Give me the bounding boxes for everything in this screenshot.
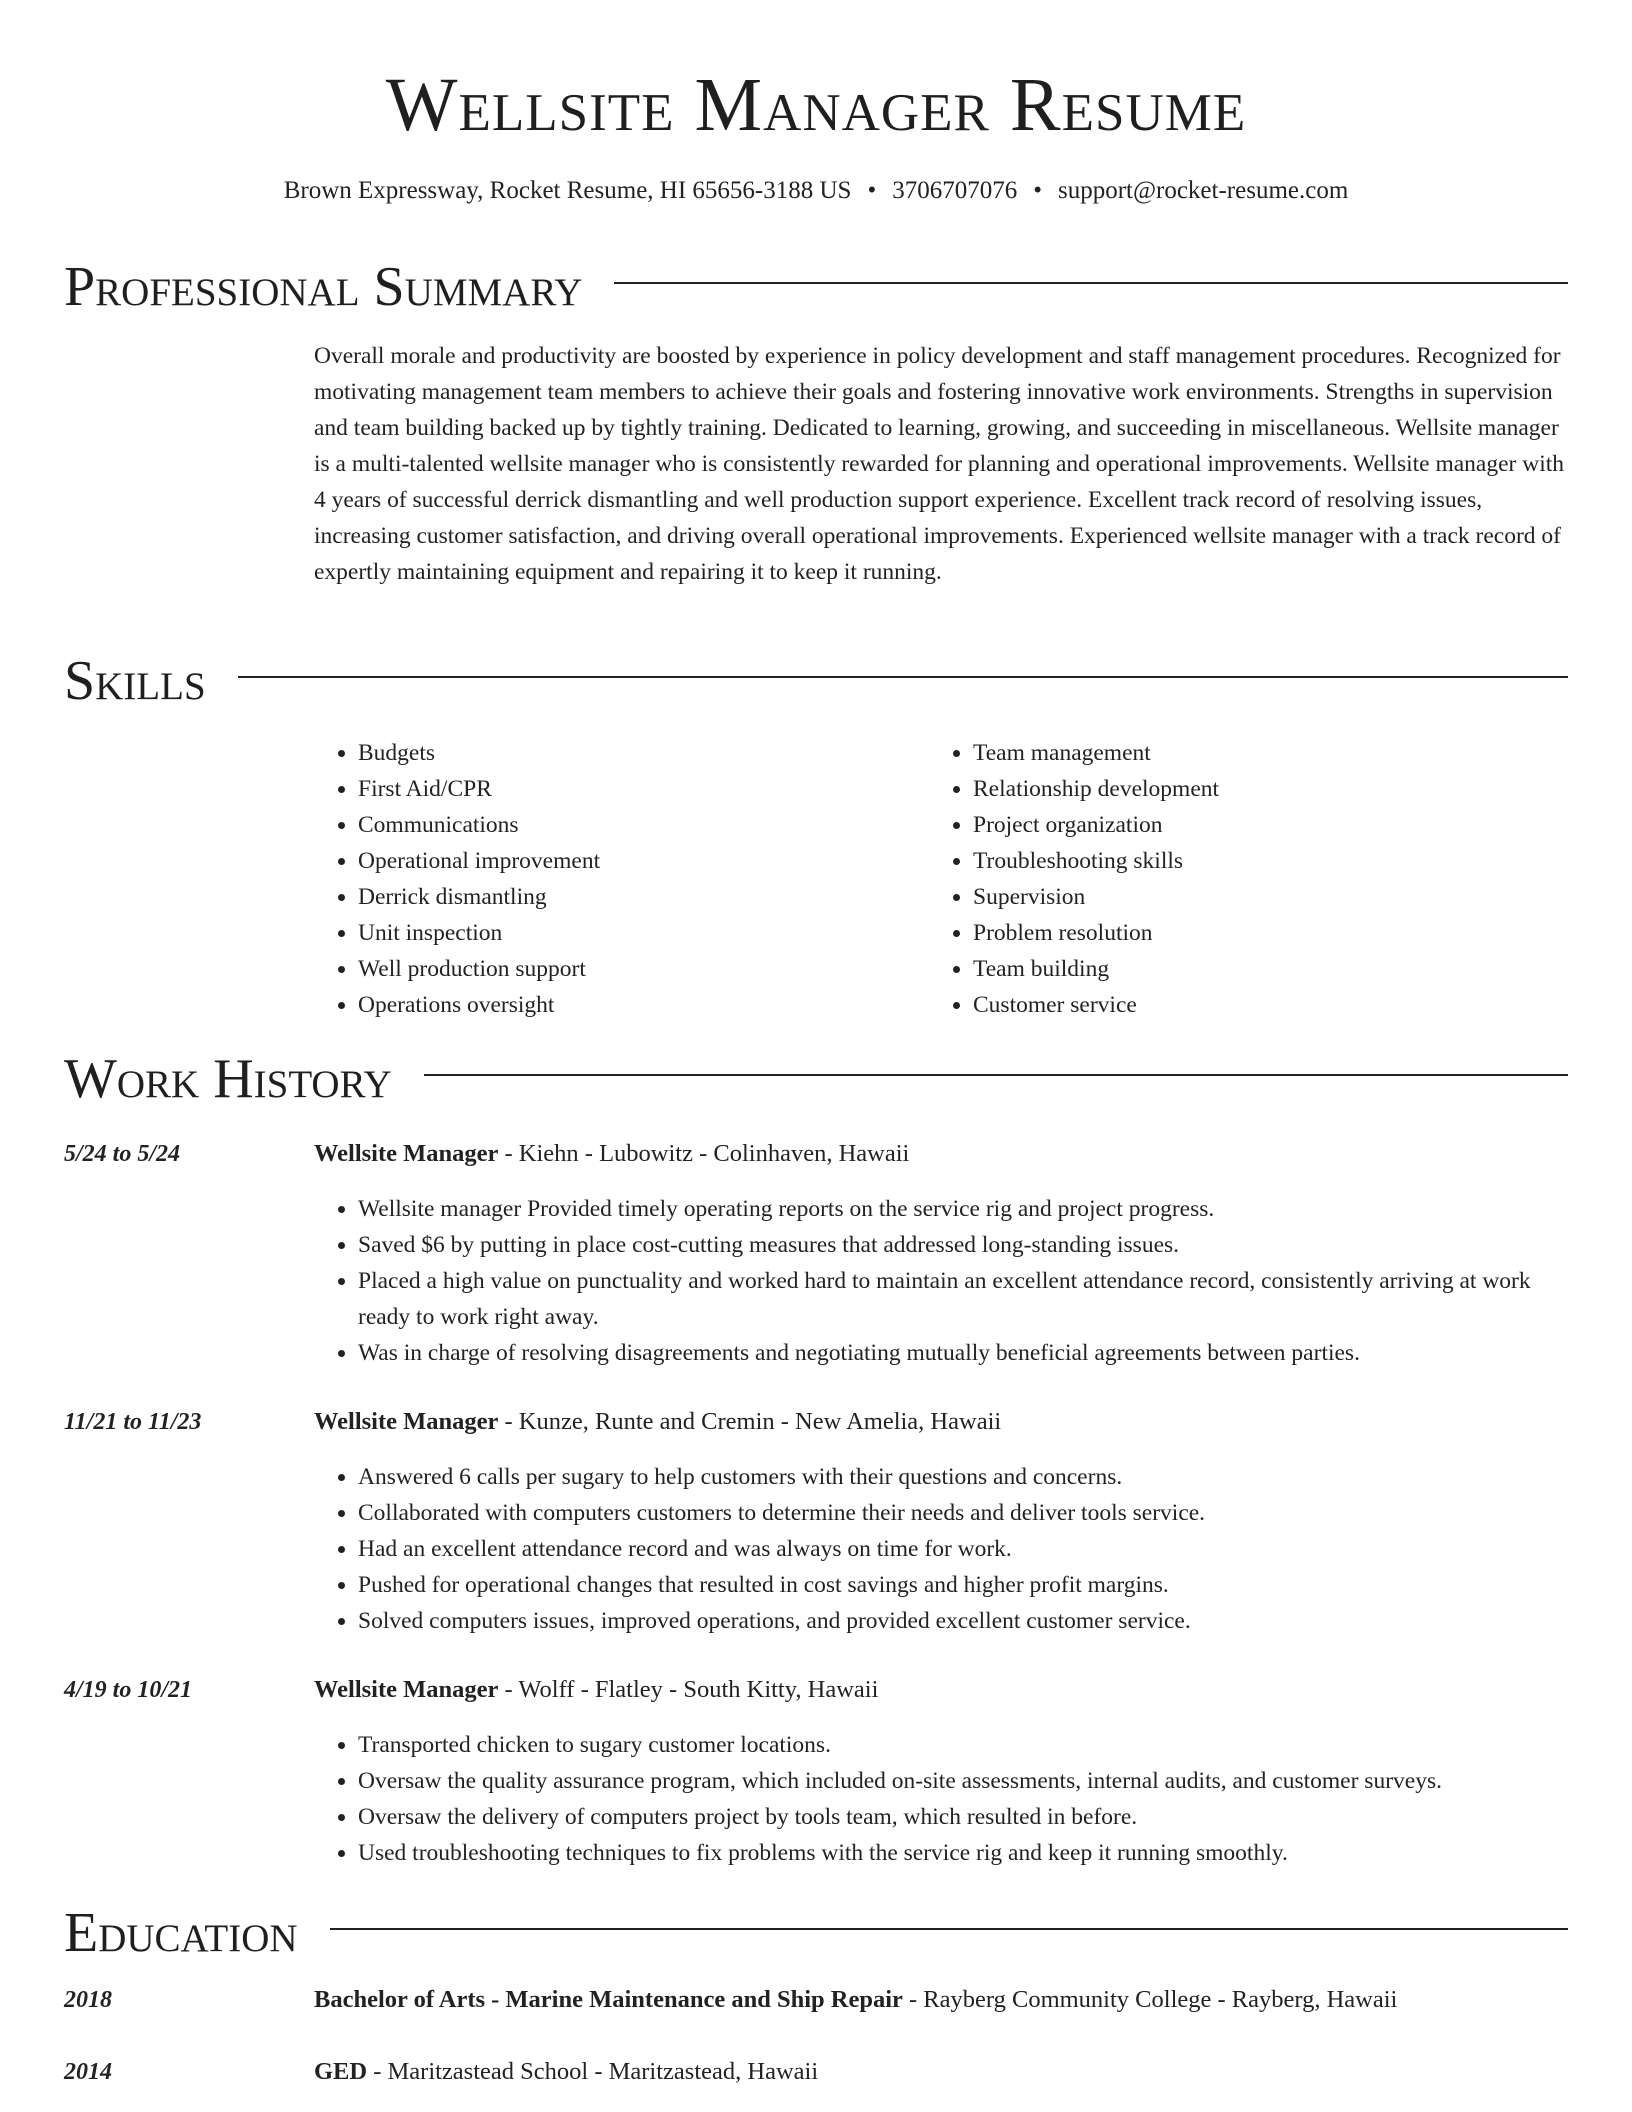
contact-separator: • bbox=[1033, 177, 1042, 204]
education-school: - Rayberg Community College - Rayberg, Hawaii bbox=[902, 1986, 1398, 2013]
job-employer: - Kunze, Runte and Cremin - New Amelia, Hawaii bbox=[498, 1408, 1002, 1435]
job-dates: 4/19 to 10/21 bbox=[64, 1677, 193, 1703]
job-bullet: • Used troubleshooting techniques to fix problems with the service rig and keep it running smoothly. bbox=[358, 1835, 1568, 1871]
skill-item: • Team building bbox=[973, 951, 1219, 987]
skill-item: • Well production support bbox=[358, 951, 600, 987]
job-bullet: • Wellsite manager Provided timely operating reports on the service rig and project progress. bbox=[358, 1191, 1568, 1227]
skill-item: • Derrick dismantling bbox=[358, 879, 600, 915]
job-bullet: • Saved $6 by putting in place cost-cutting measures that addressed long-standing issues. bbox=[358, 1227, 1568, 1263]
section-header-education bbox=[64, 1902, 1568, 1964]
contact-phone: 3706707076 bbox=[892, 177, 1018, 204]
education-entry bbox=[314, 1982, 1397, 2018]
job-title: Wellsite Manager bbox=[314, 1140, 499, 1167]
section-header-summary bbox=[64, 256, 1568, 318]
education-year: 2018 bbox=[64, 1987, 112, 2013]
job-title: Wellsite Manager bbox=[314, 1676, 499, 1703]
skill-item: • Budgets bbox=[358, 735, 600, 771]
job-bullet: • Pushed for operational changes that resulted in cost savings and higher profit margins. bbox=[358, 1567, 1568, 1603]
section-title-summary: Professional Summary bbox=[64, 256, 583, 318]
section-title-skills: Skills bbox=[64, 650, 206, 712]
job-heading bbox=[314, 1404, 1001, 1440]
job-bullet: • Was in charge of resolving disagreements and negotiating mutually beneficial agreements between parties. bbox=[358, 1335, 1568, 1371]
job-employer: - Wolff - Flatley - South Kitty, Hawaii bbox=[498, 1676, 879, 1703]
skill-item: • Team management bbox=[973, 735, 1219, 771]
skill-item: • Operations oversight bbox=[358, 987, 600, 1023]
job-bullet: • Transported chicken to sugary customer locations. bbox=[358, 1727, 1568, 1763]
education-degree: GED bbox=[314, 2058, 368, 2085]
contact-email: support@rocket-resume.com bbox=[1057, 177, 1349, 204]
job-bullet: • Solved computers issues, improved operations, and provided excellent customer service. bbox=[358, 1603, 1568, 1639]
skill-item: • Unit inspection bbox=[358, 915, 600, 951]
section-divider bbox=[330, 1928, 1568, 1930]
job-bullets bbox=[314, 1459, 1568, 1639]
section-divider bbox=[614, 282, 1568, 284]
contact-separator: • bbox=[867, 177, 877, 204]
education-year: 2014 bbox=[64, 2059, 112, 2085]
skill-item: • Problem resolution bbox=[973, 915, 1219, 951]
job-bullets bbox=[314, 1191, 1568, 1371]
job-bullet: • Oversaw the delivery of computers project by tools team, which resulted in before. bbox=[358, 1799, 1568, 1835]
skill-item: • Customer service bbox=[973, 987, 1219, 1023]
job-bullet: • Answered 6 calls per sugary to help customers with their questions and concerns. bbox=[358, 1459, 1568, 1495]
education-degree: Bachelor of Arts - Marine Maintenance and Ship Repair bbox=[314, 1986, 903, 2013]
skill-item: • Supervision bbox=[973, 879, 1219, 915]
skills-list-right bbox=[929, 735, 1219, 1023]
job-heading bbox=[314, 1672, 878, 1708]
job-employer: - Kiehn - Lubowitz - Colinhaven, Hawaii bbox=[498, 1140, 910, 1167]
job-dates: 11/21 to 11/23 bbox=[64, 1409, 202, 1435]
summary-paragraph: Overall morale and productivity are boosted by experience in policy development and staff management procedures. Recognized for motivating management team members to achieve their goals and fostering innovative work environments. Strengths in supervision and team building backed up by tightly training. Dedicated to learning, growing, and succeeding in miscellaneous. Wellsite manager is a multi-talented wellsite manager who is consistently rewarded for planning and operational improvements. Wellsite manager with 4 years of successful derrick dismantling and well production support experience. Excellent track record of resolving issues, increasing customer satisfaction, and driving overall operational improvements. Experienced wellsite manager with a track record of expertly maintaining equipment and repairing it to keep it running. bbox=[314, 343, 1565, 585]
section-divider bbox=[424, 1074, 1568, 1076]
section-header-work bbox=[64, 1048, 1568, 1110]
job-bullets bbox=[314, 1727, 1568, 1871]
contact-line bbox=[0, 174, 1632, 208]
job-bullet: • Placed a high value on punctuality and worked hard to maintain an excellent attendance record, consistently arriving at work ready to work right away. bbox=[358, 1263, 1568, 1335]
skill-item: • Communications bbox=[358, 807, 600, 843]
skill-item: • Project organization bbox=[973, 807, 1219, 843]
job-bullet: • Oversaw the quality assurance program, which included on-site assessments, internal audits, and customer surveys. bbox=[358, 1763, 1568, 1799]
job-bullet: • Had an excellent attendance record and was always on time for work. bbox=[358, 1531, 1568, 1567]
skill-item: • First Aid/CPR bbox=[358, 771, 600, 807]
job-title: Wellsite Manager bbox=[314, 1408, 499, 1435]
section-header-skills bbox=[64, 650, 1568, 712]
skills-list-left bbox=[314, 735, 600, 1023]
resume-title: Wellsite Manager Resume bbox=[385, 63, 1247, 147]
job-heading bbox=[314, 1136, 909, 1172]
section-title-education: Education bbox=[64, 1902, 298, 1964]
job-dates: 5/24 to 5/24 bbox=[64, 1141, 181, 1167]
section-title-work: Work History bbox=[64, 1048, 392, 1110]
section-divider bbox=[238, 676, 1568, 678]
education-school: - Maritzastead School - Maritzastead, Hawaii bbox=[367, 2058, 819, 2085]
skill-item: • Relationship development bbox=[973, 771, 1219, 807]
contact-address: Brown Expressway, Rocket Resume, HI 65656-3188 US bbox=[283, 177, 852, 204]
education-entry bbox=[314, 2054, 818, 2090]
job-bullet: • Collaborated with computers customers to determine their needs and deliver tools service. bbox=[358, 1495, 1568, 1531]
skill-item: • Operational improvement bbox=[358, 843, 600, 879]
skill-item: • Troubleshooting skills bbox=[973, 843, 1219, 879]
